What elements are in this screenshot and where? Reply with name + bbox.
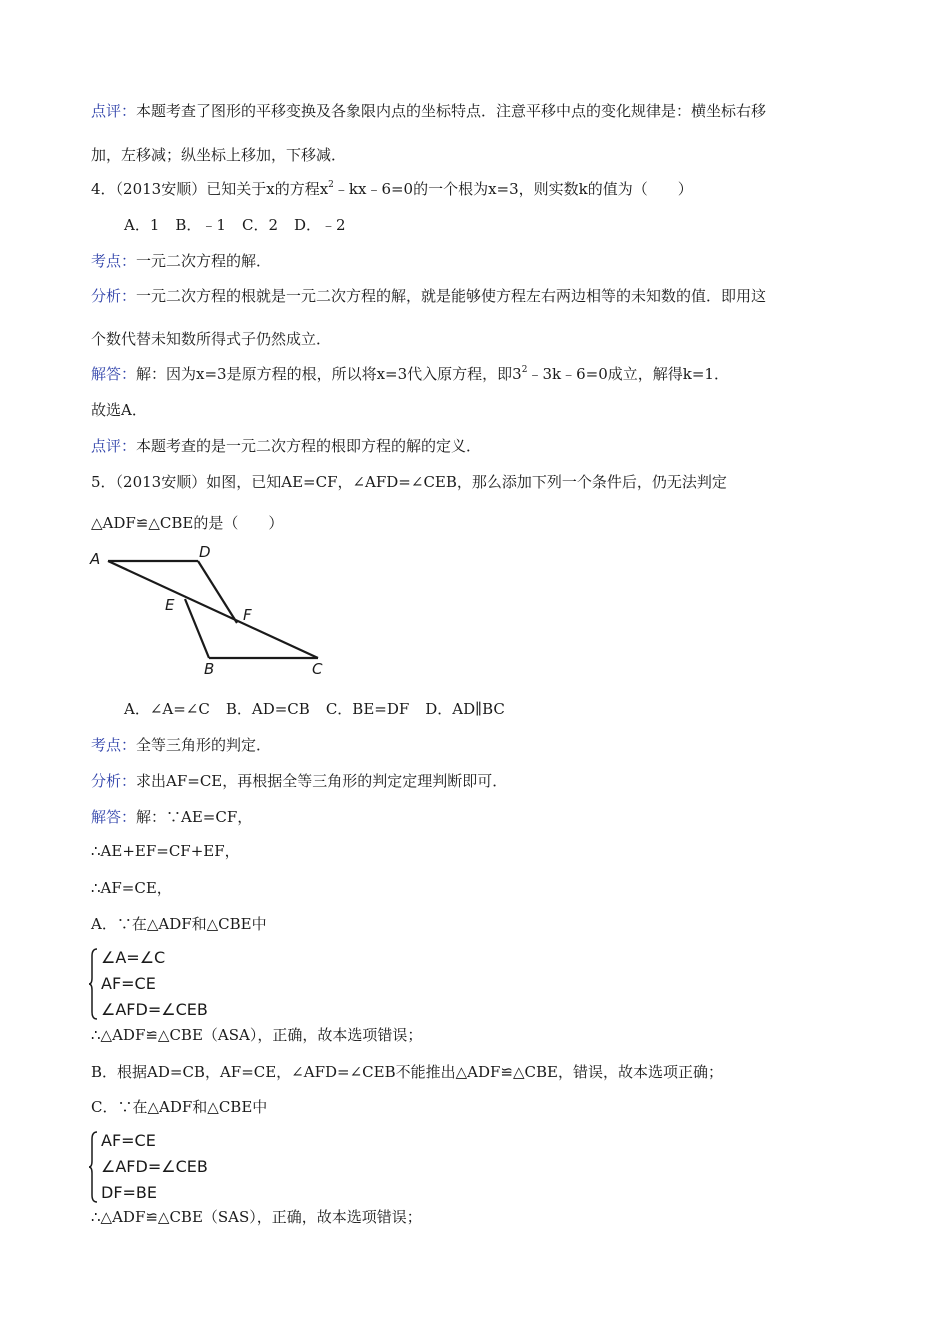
review-label: 点评：	[91, 102, 137, 120]
fenxi-text-cont: 个数代替未知数所得式子仍然成立．	[91, 330, 332, 348]
case-text: B．根据AD=CB，AF=CE，∠AFD=∠CEB不能推出△ADF≌△CBE，错误，故本选项正确；	[91, 1063, 723, 1081]
q5-stem	[91, 472, 727, 492]
q4-options	[124, 215, 362, 235]
step-text: ∴AF=CE，	[91, 879, 172, 897]
q5-fenxi	[91, 771, 507, 791]
q5-case-c-head	[91, 1097, 267, 1117]
question-source: （2013安顺）	[115, 473, 207, 491]
dianping-label: 点评：	[91, 437, 137, 455]
case-head: C．∵在△ADF和△CBE中	[91, 1098, 268, 1116]
segment-e-b	[185, 599, 209, 658]
q4-conclusion	[91, 400, 147, 420]
case-a-system	[88, 948, 288, 1020]
q5-step2	[91, 878, 172, 898]
option-c: C．2	[241, 216, 278, 234]
q5-step1	[91, 841, 240, 861]
q4-jieda	[91, 364, 729, 384]
label-e: E	[165, 596, 175, 614]
jieda-label: 解答：	[91, 808, 137, 826]
q5-case-c-result	[91, 1207, 422, 1227]
dianping-text: 本题考查的是一元二次方程的根即方程的解的定义．	[136, 437, 482, 455]
jieda-label: 解答：	[91, 365, 137, 383]
question-source: （2013安顺）	[115, 180, 207, 198]
label-a: A	[90, 550, 101, 568]
q4-stem	[91, 179, 693, 199]
q5-jieda	[91, 807, 252, 827]
exponent: 2	[328, 180, 334, 190]
label-b: B	[204, 660, 215, 678]
q4-dianping	[91, 436, 481, 456]
option-c: C．BE=DF	[325, 700, 410, 718]
geometry-figure	[86, 540, 336, 680]
q5-case-a-head	[91, 914, 267, 934]
q5-stem-cont	[91, 513, 283, 533]
q5-options	[124, 699, 521, 719]
q5-case-a-result	[91, 1025, 422, 1045]
option-d: D．﹣2	[294, 216, 346, 234]
fenxi-text: 求出AF=CE，再根据全等三角形的判定定理判断即可．	[136, 772, 508, 790]
segment-a-c	[108, 561, 318, 658]
label-f: F	[243, 606, 252, 624]
q4-kaodian	[91, 251, 271, 271]
label-d: D	[199, 543, 211, 561]
system-row: ∠A=∠C	[101, 948, 166, 967]
q4-fenxi	[91, 286, 766, 306]
review-text-cont: 加，左移减；纵坐标上移加，下移减．	[91, 146, 347, 164]
segment-d-f	[198, 561, 237, 623]
left-brace-icon	[88, 948, 98, 1020]
jieda-text: ﹣3k﹣6=0成立，解得k=1．	[527, 365, 729, 383]
system-row: DF=BE	[101, 1183, 158, 1202]
kaodian-label: 考点：	[91, 252, 137, 270]
label-c: C	[312, 660, 323, 678]
system-row: ∠AFD=∠CEB	[101, 1000, 208, 1019]
kaodian-text: 一元二次方程的解．	[136, 252, 272, 270]
jieda-text: 解：因为x=3是原方程的根，所以将x=3代入原方程，即3	[136, 365, 522, 383]
stem-part: ﹣kx﹣6=0的一个根为x=3，则实数k的值为（ ）	[333, 180, 693, 198]
option-b: B．AD=CB	[225, 700, 310, 718]
stem-part: △ADF≌△CBE的是（ ）	[91, 514, 284, 532]
q3-review-line2	[91, 145, 346, 165]
system-row: ∠AFD=∠CEB	[101, 1157, 208, 1176]
fenxi-label: 分析：	[91, 772, 137, 790]
question-number: 5．	[91, 473, 116, 491]
conclusion-text: 故选A．	[91, 401, 147, 419]
jieda-text: 解：∵AE=CF，	[136, 808, 253, 826]
system-row: AF=CE	[101, 974, 156, 993]
option-a: A．1	[124, 216, 160, 234]
fenxi-text: 一元二次方程的根就是一元二次方程的解，就是能够使方程左右两边相等的未知数的值．即用这	[136, 287, 767, 305]
case-head: A．∵在△ADF和△CBE中	[91, 915, 267, 933]
option-b: B．﹣1	[175, 216, 226, 234]
left-brace-icon	[88, 1131, 98, 1203]
kaodian-label: 考点：	[91, 736, 137, 754]
q5-case-b	[91, 1062, 723, 1082]
q5-kaodian	[91, 735, 271, 755]
step-text: ∴AE+EF=CF+EF，	[91, 842, 240, 860]
stem-part: 已知关于x的方程x	[206, 180, 329, 198]
q3-review-line1	[91, 101, 766, 121]
case-c-system	[88, 1131, 288, 1203]
review-text: 本题考查了图形的平移变换及各象限内点的坐标特点．注意平移中点的变化规律是：横坐标右移	[136, 102, 767, 120]
system-row: AF=CE	[101, 1131, 156, 1150]
case-result: ∴△ADF≌△CBE（SAS），正确，故本选项错误；	[91, 1208, 422, 1226]
question-number: 4．	[91, 180, 116, 198]
option-a: A．∠A=∠C	[124, 700, 210, 718]
kaodian-text: 全等三角形的判定．	[136, 736, 272, 754]
exponent: 2	[521, 365, 528, 375]
fenxi-label: 分析：	[91, 287, 137, 305]
case-result: ∴△ADF≌△CBE（ASA），正确，故本选项错误；	[91, 1026, 423, 1044]
q4-fenxi-cont	[91, 329, 331, 349]
option-d: D．AD∥BC	[425, 700, 505, 718]
stem-part: 如图，已知AE=CF，∠AFD=∠CEB，那么添加下列一个条件后，仍无法判定	[206, 473, 727, 491]
